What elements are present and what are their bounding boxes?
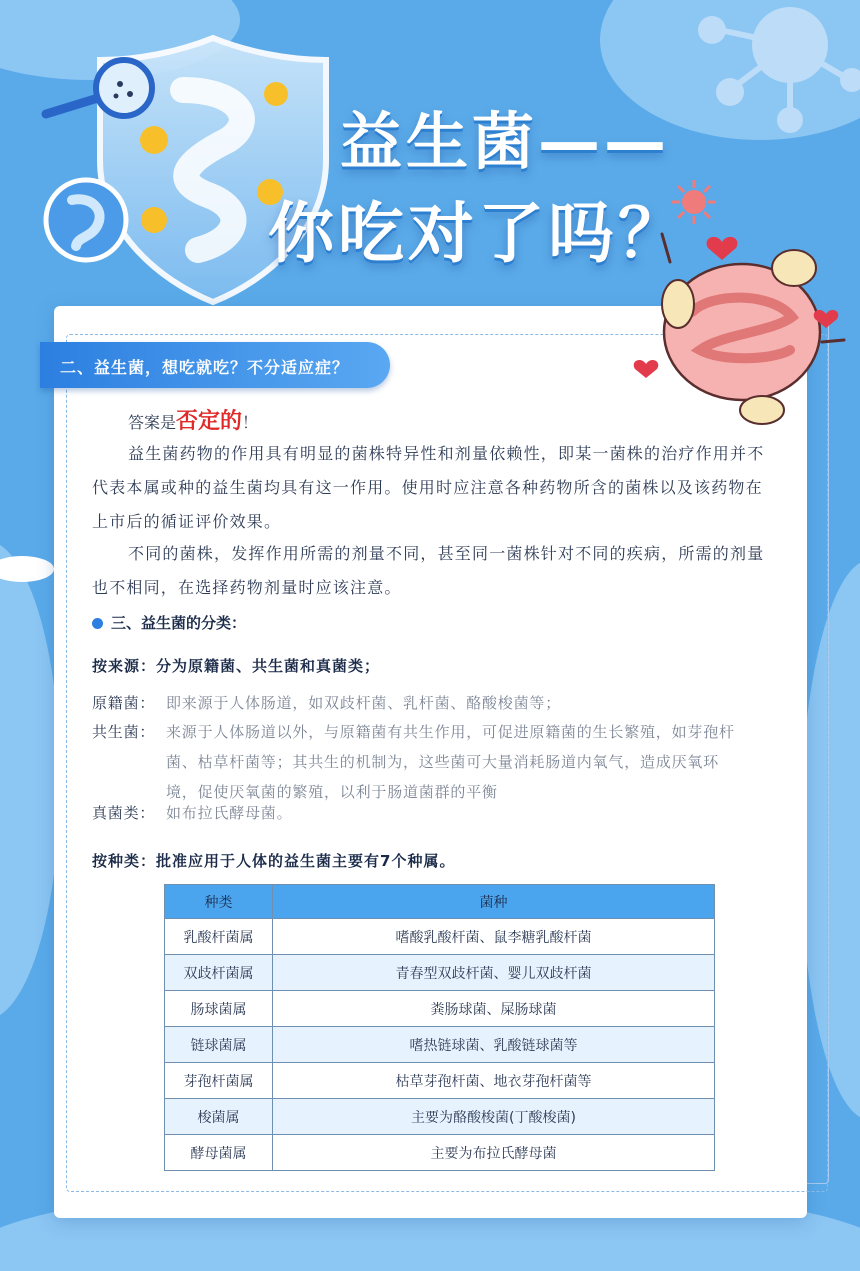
section-2-heading: 二、益生菌，想吃就吃？不分适应症？ [40, 342, 390, 388]
bg-blob-left [0, 540, 60, 1020]
section-2-paragraph-1: 益生菌药物的作用具有明显的菌株特异性和剂量依赖性，即某一菌株的治疗作用并不代表本属或种的益生菌均具有这一作用。使用时应注意各种药物所含的菌株以及该药物在上市后的循证评价效果。 [92, 444, 765, 531]
table-header-row [165, 885, 715, 919]
table-header-cell: 种类 [165, 885, 273, 919]
table-row: 芽孢杆菌属 枯草芽孢杆菌、地衣芽孢杆菌等 [165, 1063, 715, 1099]
by-source-line: 按来源：分为原籍菌、共生菌和真菌类； [92, 657, 381, 675]
heart-icon [707, 237, 738, 260]
answer-emphasis: 否定的 [176, 409, 243, 434]
answer-prefix: 答案是 [128, 413, 177, 432]
species-table [164, 884, 715, 1171]
def-term-symbiotic: 共生菌： [92, 723, 156, 741]
intestine-mascot-icon [622, 222, 852, 432]
table-row: 梭菌属 主要为酪酸梭菌(丁酸梭菌) [165, 1099, 715, 1135]
answer-line [128, 404, 258, 435]
section-3-heading-text: 三、益生菌的分类： [111, 614, 247, 632]
by-species-line: 按种类：批准应用于人体的益生菌主要有7个种属。 [92, 852, 456, 870]
def-desc-symbiotic: 来源于人体肠道以外，与原籍菌有共生作用，可促进原籍菌的生长繁殖，如芽孢杆菌、枯草杆菌等；其共生的机制为，这些菌可大量消耗肠道内氧气，造成厌氧环境，促使厌氧菌的繁殖，以利于肠道菌群的平衡 [166, 723, 735, 801]
bg-cloud-left [0, 556, 54, 582]
table-row: 肠球菌属 粪肠球菌、屎肠球菌 [165, 991, 715, 1027]
bullet-dot-icon [92, 618, 103, 629]
table-row: 乳酸杆菌属 嗜酸乳酸杆菌、鼠李糖乳酸杆菌 [165, 919, 715, 955]
def-term-native: 原籍菌： [92, 694, 156, 712]
def-term-fungi: 真菌类： [92, 804, 156, 822]
answer-suffix: ！ [242, 413, 259, 432]
table-header-cell: 菌种 [273, 885, 715, 919]
section-3-heading [92, 612, 246, 633]
table-row: 酵母菌属 主要为布拉氏酵母菌 [165, 1135, 715, 1171]
table-row: 双歧杆菌属 青春型双歧杆菌、婴儿双歧杆菌 [165, 955, 715, 991]
title-line-2: 你吃对了吗？ [268, 195, 688, 272]
title-line-1: 益生菌—— [340, 105, 671, 178]
section-2-paragraph-2: 不同的菌株，发挥作用所需的剂量不同，甚至同一菌株针对不同的疾病，所需的剂量也不相同，在选择药物剂量时应该注意。 [92, 544, 765, 597]
def-desc-fungi: 如布拉氏酵母菌。 [166, 804, 293, 822]
def-desc-native: 即来源于人体肠道，如双歧杆菌、乳杆菌、酪酸梭菌等； [166, 694, 562, 712]
table-row: 链球菌属 嗜热链球菌、乳酸链球菌等 [165, 1027, 715, 1063]
